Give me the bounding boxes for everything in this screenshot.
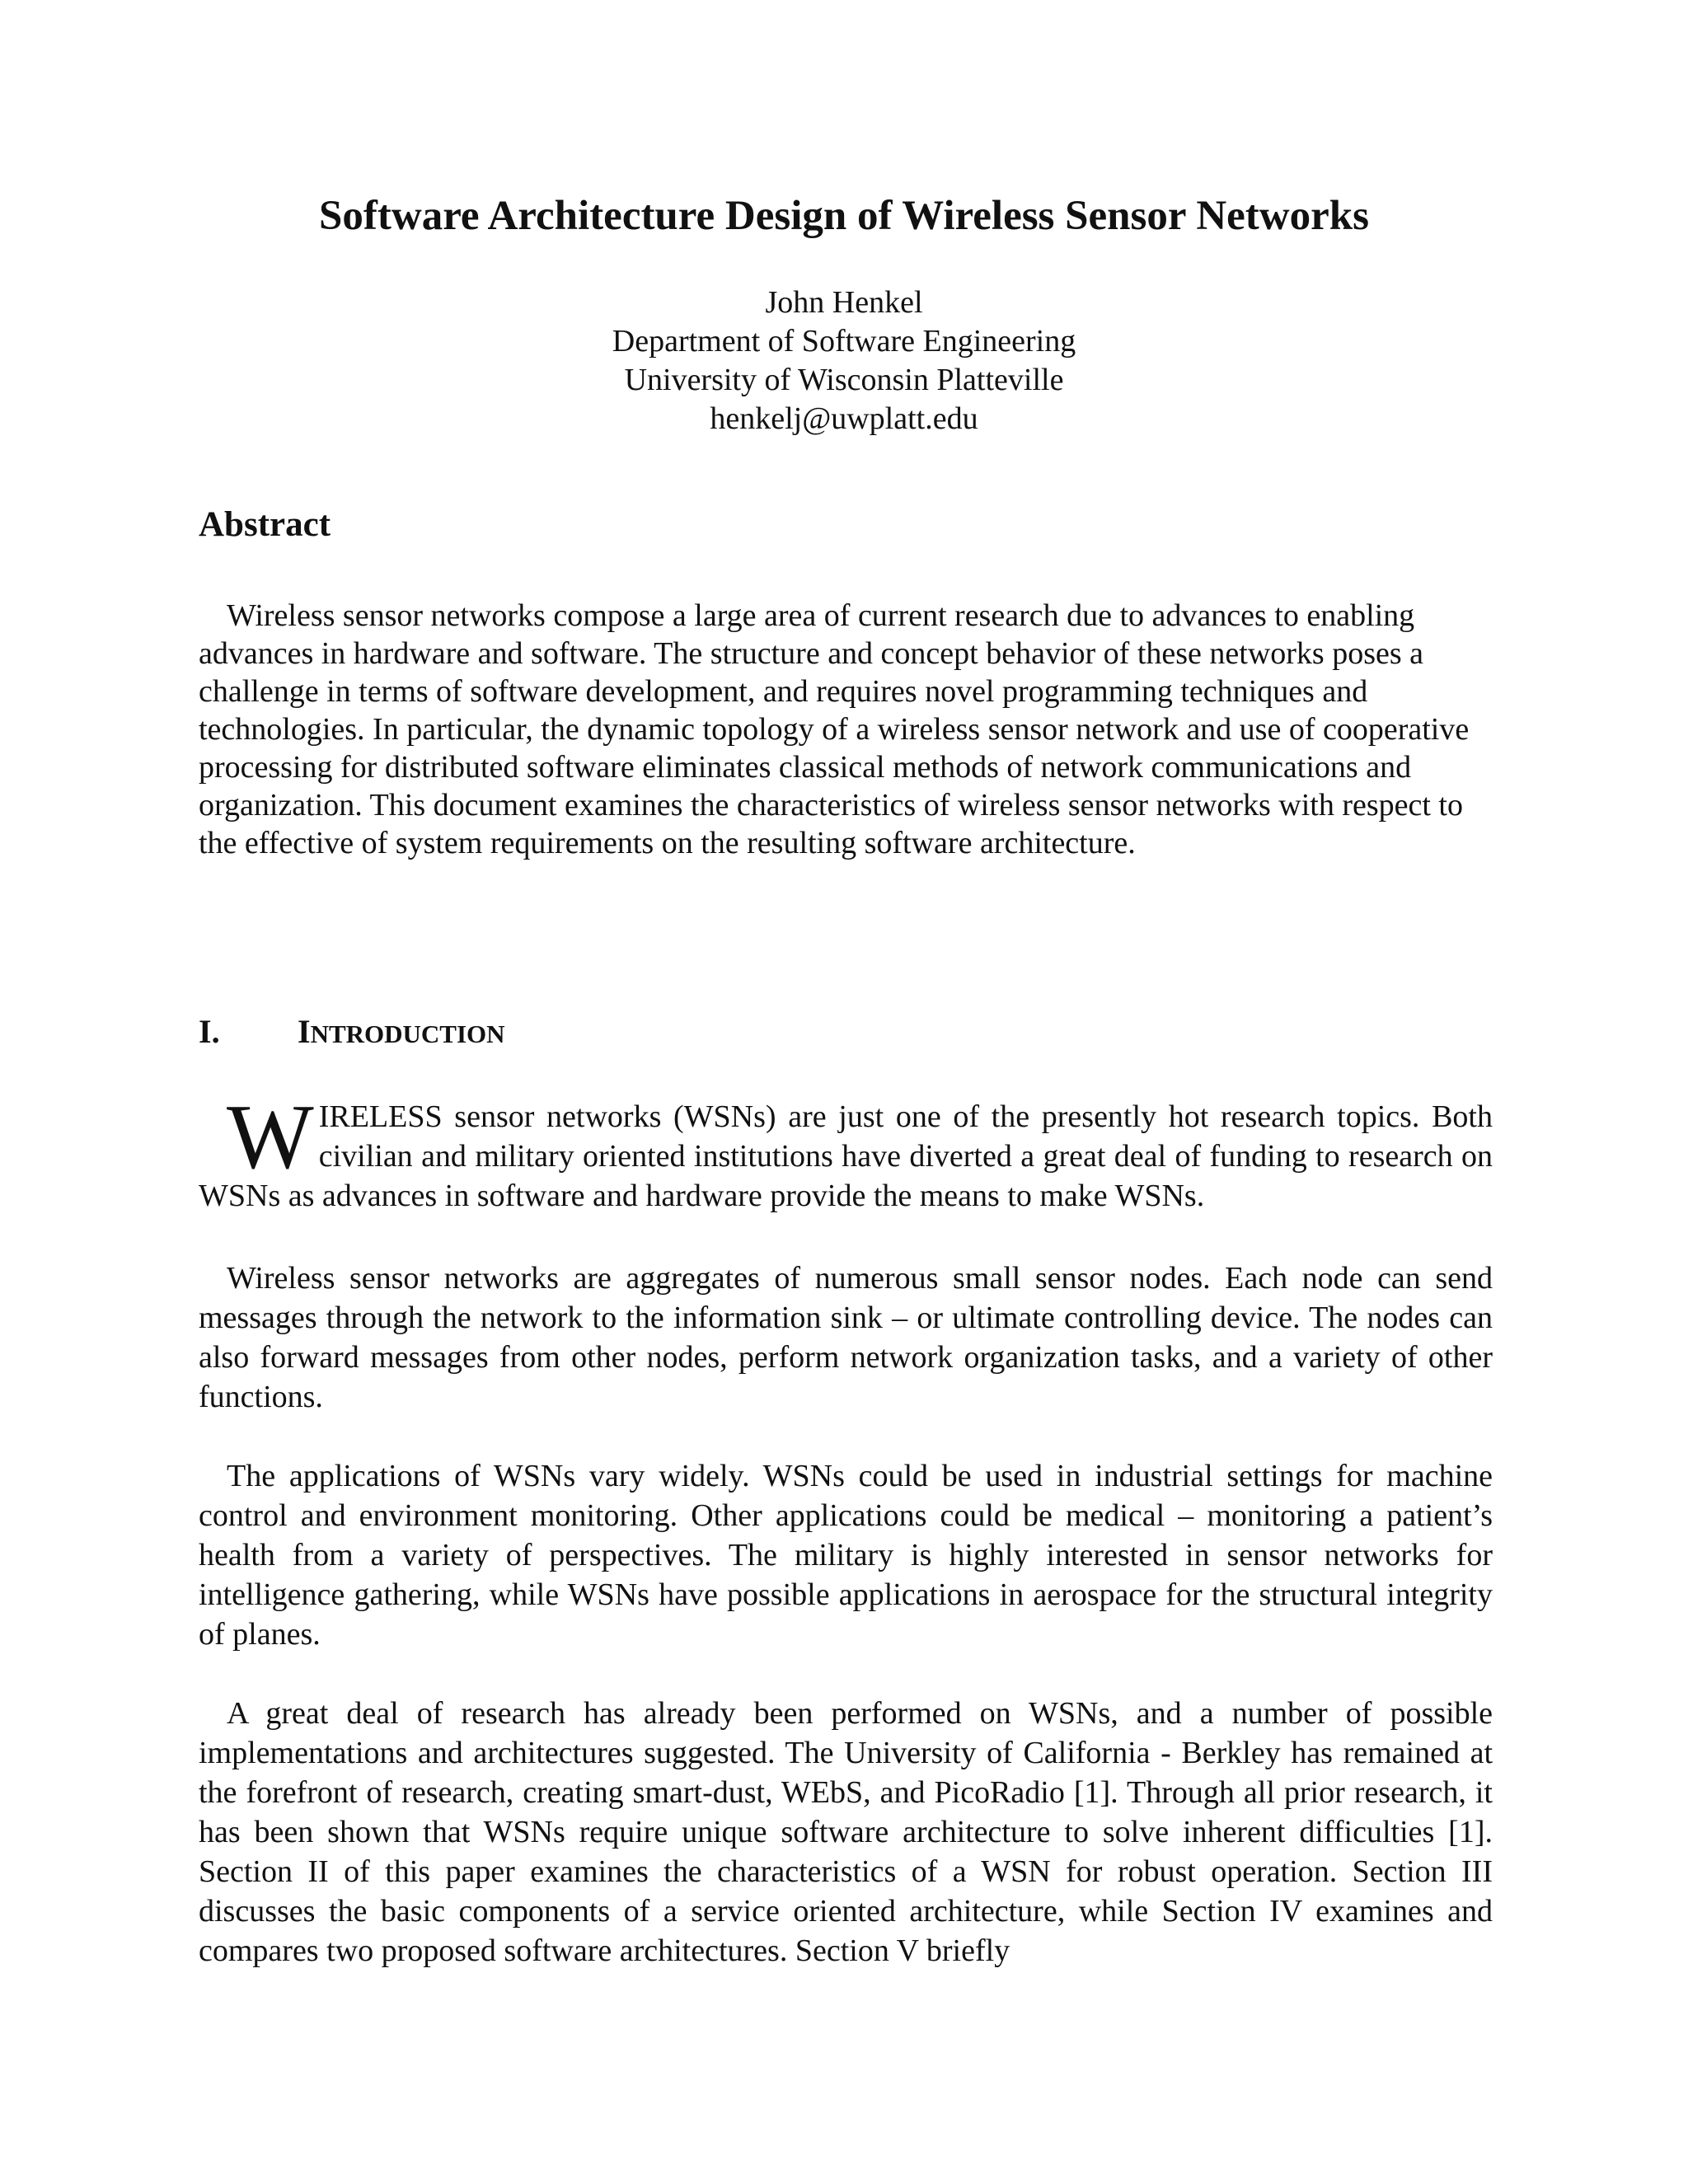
- section-title-initial: I: [298, 1013, 311, 1050]
- author-name: John Henkel: [765, 285, 923, 320]
- author-department: Department of Software Engineering: [612, 324, 1076, 359]
- paper-title: Software Architecture Design of Wireless Sensor Networks: [319, 193, 1369, 239]
- section-title-rest: NTRODUCTION: [310, 1019, 505, 1048]
- intro-paragraph-1: [199, 1086, 1493, 1216]
- author-university: University of Wisconsin Platteville: [624, 363, 1064, 397]
- intro-paragraph-3: The applications of WSNs vary widely. WSNs could be used in industrial settings for machine control and environment monitoring. Other applications could be medical – monitoring a patient’s health from a variety of perspectives. The military is highly interested in sensor networks for intelligence gathering, while WSNs have possible applications in aerospace for the structural integrity of planes.: [199, 1459, 1493, 1652]
- section-number: I.: [199, 1013, 220, 1050]
- intro-paragraph-2: Wireless sensor networks are aggregates of numerous small sensor nodes. Each node can send messages through the network to the information sink – or ultimate controlling device. The nodes can also forward messages from other nodes, perform network organization tasks, and a variety of other functions.: [199, 1261, 1493, 1414]
- intro-paragraph-4: A great deal of research has already been performed on WSNs, and a number of possible implementations and architectures suggested. The University of California - Berkley has remained at the forefront of research, creating smart-dust, WEbS, and PicoRadio [1]. Through all prior research, it has been shown that WSNs require unique software architecture to solve inherent difficulties [1]. Section II of this paper examines the characteristics of a WSN for robust operation. Section III discusses the basic components of a service oriented architecture, while Section IV examines and compares two proposed software architectures. Section V briefly: [199, 1696, 1493, 1968]
- author-block: [0, 284, 1688, 438]
- abstract-heading: Abstract: [199, 505, 331, 544]
- abstract-text: Wireless sensor networks compose a large area of current research due to advances to enabling advances in hardware and software. The structure and concept behavior of these networks poses a challenge in terms of software development, and requires novel programming techniques and technologies. In particular, the dynamic topology of a wireless sensor network and use of cooperative processing for distributed software eliminates classical methods of network communications and organization. This document examines the characteristics of wireless sensor networks with respect to the effective of system requirements on the resulting software architecture.: [199, 598, 1470, 860]
- author-email: henkelj@uwplatt.edu: [710, 401, 978, 436]
- section-heading-introduction: [199, 1011, 505, 1055]
- drop-cap: W: [227, 1086, 314, 1188]
- intro-paragraph-1-text: IRELESS sensor networks (WSNs) are just one of the presently hot research topics. Both civilian and military oriented institutions have diverted a great deal of funding to research on WSNs as advances in software and hardware provide the means to make WSNs.: [199, 1099, 1493, 1213]
